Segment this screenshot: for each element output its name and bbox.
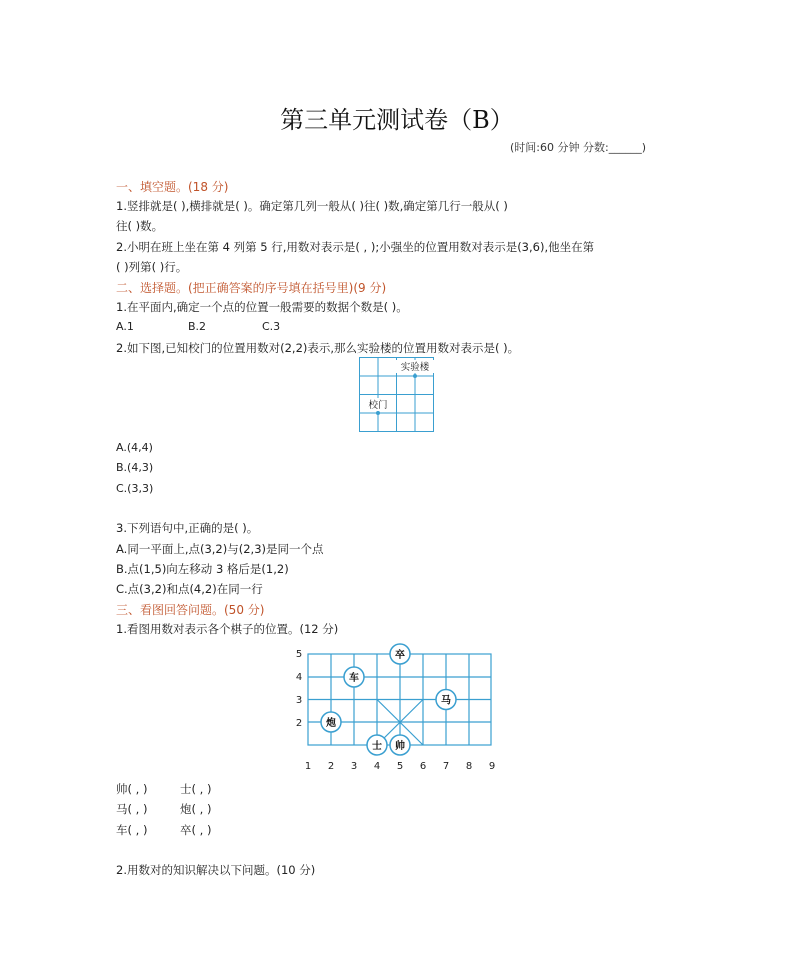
svg-text:卒: 卒: [395, 650, 405, 661]
piece-pao: [321, 712, 341, 732]
section-2-heading: 二、选择题。(把正确答案的序号填在括号里)(9 分): [116, 281, 387, 295]
x-tick-1: 1: [304, 761, 312, 772]
x-tick-7: 7: [442, 761, 450, 772]
page-title: 第三单元测试卷（B）: [280, 106, 514, 134]
svg-text:士: 士: [372, 741, 382, 752]
x-tick-9: 9: [488, 761, 496, 772]
y-tick-5: 5: [295, 649, 303, 660]
s2-q2-option-b: B.(4,3): [116, 461, 154, 474]
s1-q2-line2: ( )列第( )行。: [116, 260, 188, 274]
x-tick-8: 8: [465, 761, 473, 772]
s2-q2-option-c: C.(3,3): [116, 482, 154, 495]
lab-point: [413, 374, 417, 378]
x-tick-2: 2: [327, 761, 335, 772]
svg-text:帅: 帅: [395, 741, 405, 752]
x-tick-6: 6: [419, 761, 427, 772]
y-tick-4: 4: [295, 672, 303, 683]
x-tick-4: 4: [373, 761, 381, 772]
school-grid: [358, 356, 436, 434]
s2-q1: 1.在平面内,确定一个点的位置一般需要的数据个数是( )。: [116, 300, 408, 314]
s2-q1-option-b: B.2: [188, 320, 207, 333]
s3-q1: 1.看图用数对表示各个棋子的位置。(12 分): [116, 622, 339, 636]
piece-shi: [367, 735, 387, 755]
gate-label: 校门: [368, 400, 388, 411]
answer-shuai: 帅( , ): [116, 782, 148, 796]
svg-text:炮: 炮: [326, 718, 336, 729]
answer-pao: 炮( , ): [180, 802, 212, 816]
s2-q1-option-a: A.1: [116, 320, 134, 333]
s2-q3-option-b: B.点(1,5)向左移动 3 格后是(1,2): [116, 562, 289, 576]
answer-zu: 卒( , ): [180, 823, 212, 837]
answer-ma: 马( , ): [116, 802, 148, 816]
s2-q2: 2.如下图,已知校门的位置用数对(2,2)表示,那么实验楼的位置用数对表示是( )。: [116, 341, 520, 355]
chess-board: [290, 642, 510, 774]
gate-point: [376, 411, 380, 415]
s2-q1-option-c: C.3: [262, 320, 281, 333]
svg-text:马: 马: [441, 695, 451, 707]
section-1-heading: 一、填空题。(18 分): [116, 180, 229, 194]
s1-q1-line1: 1.竖排就是( ),横排就是( )。确定第几列一般从( )往( )数,确定第几行一般从( ): [116, 199, 508, 213]
s1-q2-line1: 2.小明在班上坐在第 4 列第 5 行,用数对表示是( , );小强坐的位置用数对表示是(3,6),他坐在第: [116, 240, 595, 254]
piece-shuai: [390, 735, 410, 755]
s2-q3-option-a: A.同一平面上,点(3,2)与(2,3)是同一个点: [116, 542, 324, 556]
piece-ma: [436, 690, 456, 710]
answer-che: 车( , ): [116, 823, 148, 837]
svg-text:车: 车: [349, 673, 359, 684]
y-tick-3: 3: [295, 695, 303, 706]
s2-q3: 3.下列语句中,正确的是( )。: [116, 521, 259, 535]
answer-shi: 士( , ): [180, 782, 212, 796]
x-tick-3: 3: [350, 761, 358, 772]
x-tick-5: 5: [396, 761, 404, 772]
s2-q3-option-c: C.点(3,2)和点(4,2)在同一行: [116, 582, 263, 596]
s3-q2: 2.用数对的知识解决以下问题。(10 分): [116, 863, 316, 877]
s1-q1-line2: 往( )数。: [116, 219, 164, 233]
time-score-line: (时间:60 分钟 分数:______): [510, 141, 646, 154]
piece-zu: [390, 644, 410, 664]
piece-che: [344, 667, 364, 687]
section-3-heading: 三、看图回答问题。(50 分): [116, 603, 265, 617]
lab-label: 实验楼: [400, 362, 430, 373]
y-tick-2: 2: [295, 718, 303, 729]
s2-q2-option-a: A.(4,4): [116, 441, 153, 454]
